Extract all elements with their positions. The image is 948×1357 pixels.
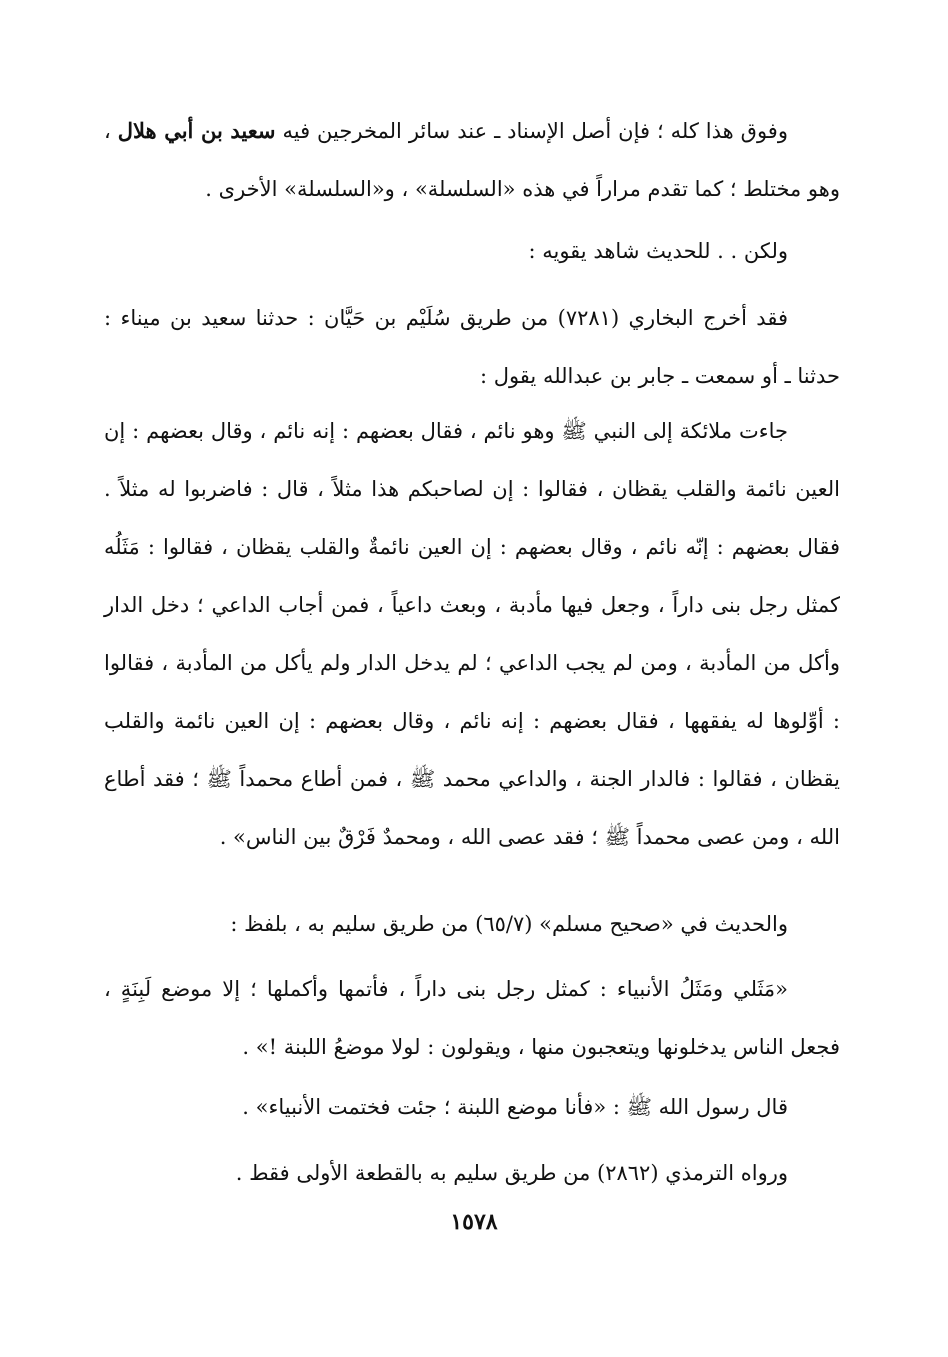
narrator-name-bold: سعيد بن أبي هلال	[117, 118, 276, 143]
paragraph-muslim-text: «مَثَلي ومَثَلُ الأنبياء : كمثل رجل بنى داراً ، فأتمها وأكملها ؛ إلا موضع لَبِنَةٍ ، فجعل الناس يدخلونها ويتعجبون منها ، ويقولون : لولا موضعُ اللبنة !» .	[104, 977, 840, 1059]
paragraph-isnad-note	[104, 102, 840, 218]
paragraph-muslim-source: والحديث في «صحيح مسلم» (٦٥/٧) من طريق سليم به ، بلفظ :	[230, 912, 788, 936]
isnad-note-rest: ، وهو مختلط ؛ كما تقدم مراراً في هذه «السلسلة» ، و«السلسلة» الأخرى .	[104, 119, 840, 201]
isnad-note-intro: وفوق هذا كله ؛ فإن أصل الإسناد ـ عند سائر المخرجين فيه	[282, 119, 788, 143]
page-number: ١٥٧٨	[450, 1209, 498, 1235]
paragraph-prophet-saying: قال رسول الله ﷺ : «فأنا موضع اللبنة ؛ جئت فختمت الأنبياء» .	[242, 1095, 788, 1119]
paragraph-supporting-witness: ولكن . . للحديث شاهد يقويه :	[528, 239, 788, 263]
paragraph-bukhari-source: فقد أخرج البخاري (٧٢٨١) من طريق سُلَيْم بن حَيَّان : حدثنا سعيد بن ميناء : حدثنا ـ أو سمعت ـ جابر بن عبدالله يقول :	[104, 306, 840, 388]
paragraph-tirmidhi-source: ورواه الترمذي (٢٨٦٢) من طريق سليم به بالقطعة الأولى فقط .	[235, 1161, 788, 1185]
paragraph-hadith-text: جاءت ملائكة إلى النبي ﷺ وهو نائم ، فقال بعضهم : إنه نائم ، وقال بعضهم : إن العين نائمة والقلب يقظان ، فقالوا : إن لصاحبكم هذا مثلاً ، قال : فاضربوا له مثلاً . فقال بعضهم : إنّه نائم ، وقال بعضهم : إن العين نائمةٌ والقلب يقظان ، فقالوا : مَثَلُه كمثل رجل بنى داراً ، وجعل فيها مأدبة ، وبعث داعياً ، فمن أجاب الداعي ؛ دخل الدار وأكل من المأدبة ، ومن لم يجب الداعي ؛ لم يدخل الدار ولم يأكل من المأدبة ، فقالوا : أوِّلوها له يفقهها ، فقال بعضهم : إنه نائم ، وقال بعضهم : إن العين نائمة والقلب يقظان ، فقالوا : فالدار الجنة ، والداعي محمد ﷺ ، فمن أطاع محمداً ﷺ ؛ فقد أطاع الله ، ومن عصى محمداً ﷺ ؛ فقد عصى الله ، ومحمدٌ فَرْقٌ بين الناس» .	[104, 419, 840, 849]
